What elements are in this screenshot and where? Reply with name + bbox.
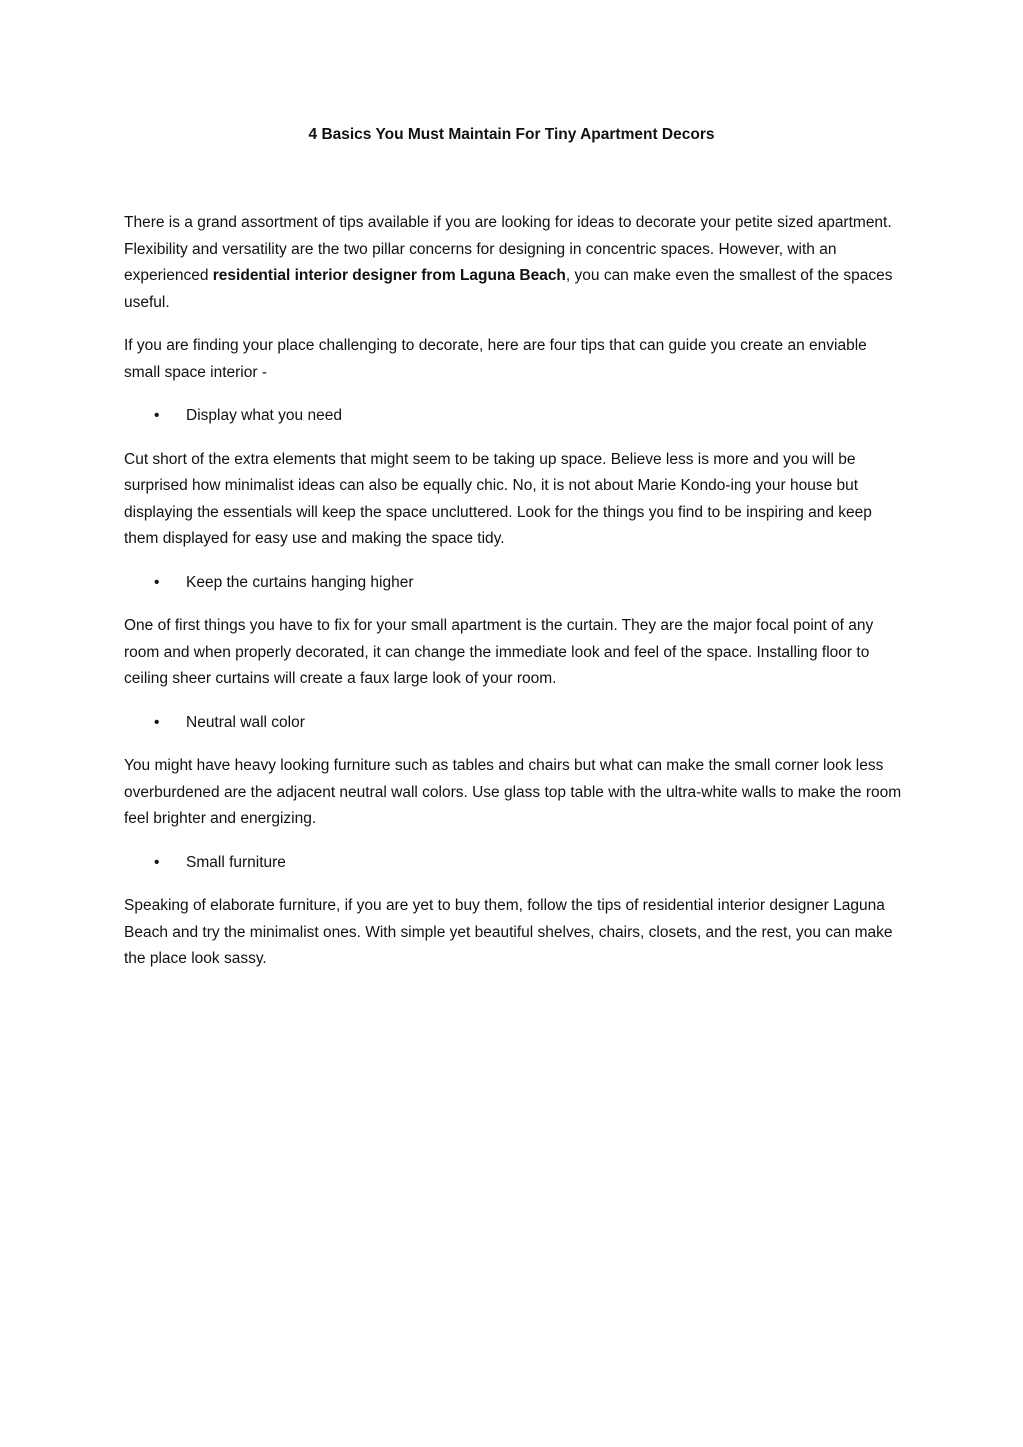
document-title: 4 Basics You Must Maintain For Tiny Apartment Decors [308, 126, 715, 143]
bullet-dot-icon: • [154, 713, 160, 731]
tip-heading: Small furniture [186, 853, 286, 871]
intro-paragraph [124, 210, 904, 316]
tip-paragraph: Speaking of elaborate furniture, if you are yet to buy them, follow the tips of residential interior designer Laguna Beach and try the minimalist ones. With simple yet beautiful shelves, chairs, closets, and the rest, you can make the place look sassy. [124, 897, 893, 967]
intro-text-start: There is a grand assortment of tips available if you are looking for ideas to decorate your petite sized apartment. Flexibility and versatility are the two pillar concerns for designing in concentric spaces. However, with an experienced [124, 214, 892, 284]
tip-paragraph: Cut short of the extra elements that might seem to be taking up space. Believe less is more and you will be surprised how minimalist ideas can also be equally chic. No, it is not about Marie Kondo-ing your house but displaying the essentials will keep the space uncluttered. Look for the things you find to be inspiring and keep them displayed for easy use and making the space tidy. [124, 450, 872, 547]
tip-bullet [124, 850, 904, 877]
tip-heading: Neutral wall color [186, 713, 305, 731]
intro-bold-phrase: residential interior designer from Laguna Beach [212, 267, 566, 284]
intro-text-end: , you can make even the smallest of the spaces useful. [124, 267, 893, 311]
tip-paragraph: You might have heavy looking furniture such as tables and chairs but what can make the small corner look less overburdened are the adjacent neutral wall colors. Use glass top table with the ultra-white walls to make the room feel brighter and energizing. [124, 757, 902, 827]
tip-bullet [124, 403, 904, 430]
tip-heading: Display what you need [186, 407, 342, 424]
tip-bullet [124, 710, 904, 737]
lead-paragraph: If you are finding your place challenging to decorate, here are four tips that can guide you create an enviable small space interior - [124, 337, 867, 381]
tip-heading: Keep the curtains hanging higher [186, 573, 414, 591]
tip-bullet [124, 570, 904, 597]
document-body [124, 210, 904, 990]
bullet-dot-icon: • [154, 407, 160, 424]
bullet-dot-icon: • [154, 853, 160, 871]
bullet-dot-icon: • [154, 573, 160, 591]
tip-paragraph: One of first things you have to fix for your small apartment is the curtain. They are the major focal point of any room and when properly decorated, it can change the immediate look and feel of the space. Installing floor to ceiling sheer curtains will create a faux large look of your room. [124, 617, 874, 687]
